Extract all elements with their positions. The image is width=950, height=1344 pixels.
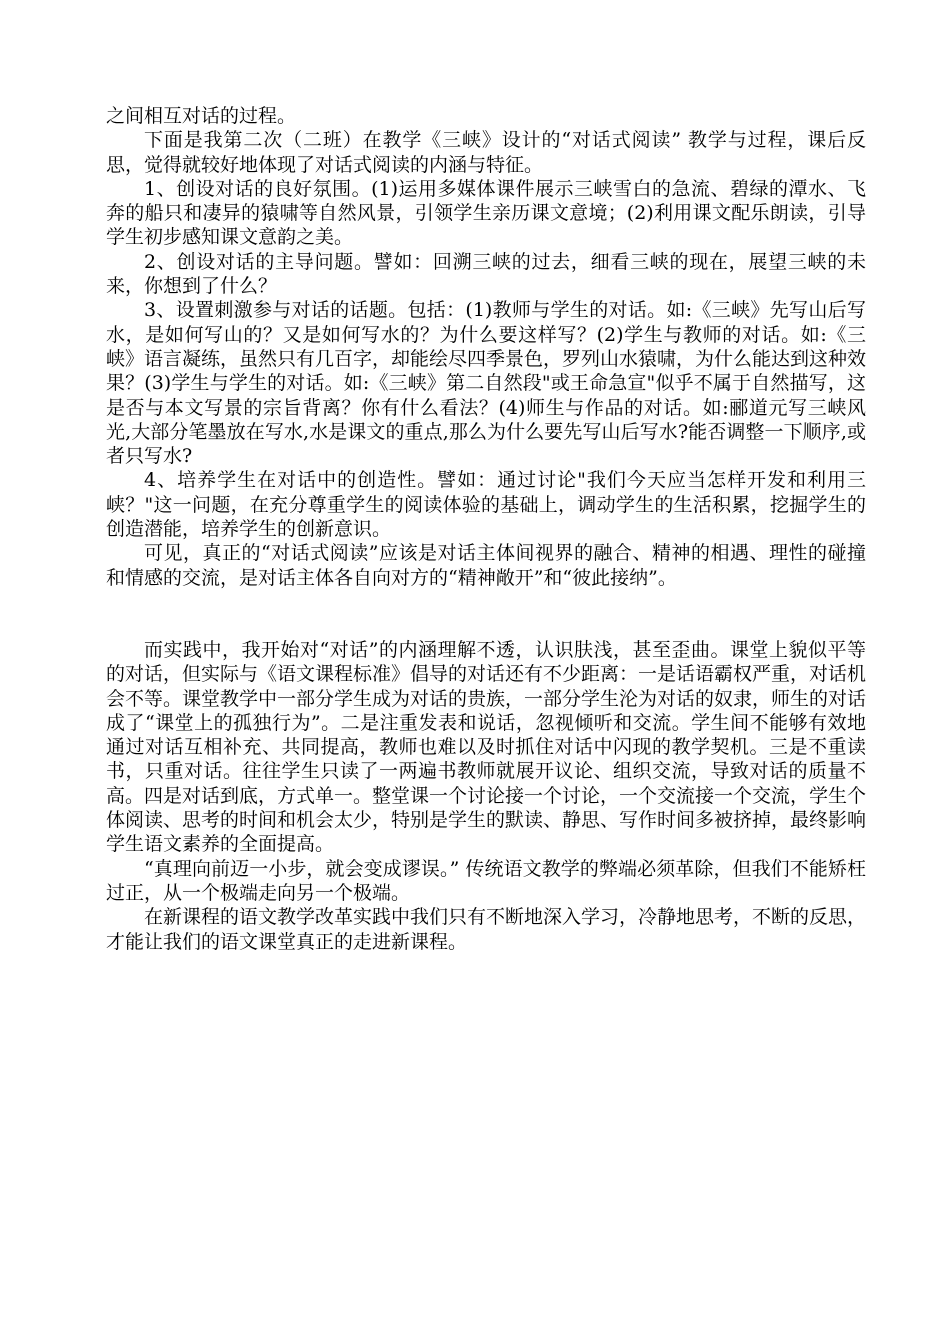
paragraph-closing: 在新课程的语文教学改革实践中我们只有不断地深入学习，冷静地思考，不断的反思，才能让我们的语文课堂真正的走进新课程。 (106, 906, 867, 953)
paragraph-step-1: 1、创设对话的良好氛围。(1)运用多媒体课件展示三峡雪白的急流、碧绿的潭水、飞奔的船只和凄异的猿啸等自然风景，引领学生亲历课文意境；(2)利用课文配乐朗读，引导学生初步感知课文意韵之美。 (106, 177, 866, 249)
paragraph-step-3: 3、设置刺激参与对话的话题。包括：(1)教师与学生的对话。如:《三峡》先写山后写水，是如何写山的？又是如何写水的？为什么要这样写？(2)学生与教师的对话。如:《三峡》语言凝练，虽然只有几百字，却能绘尽四季景色，罗列山水猿啸，为什么能达到这种效果？(3)学生与学生的对话。如:《三峡》第二自然段"或王命急宣"似乎不属于自然描写，这是否与本文写景的宗旨背离？你有什么看法？(4)师生与作品的对话。如:郦道元写三峡风光,大部分笔墨放在写水,水是课文的重点,那么为什么要先写山后写水?能否调整一下顺序,或者只写水? (106, 299, 867, 468)
paragraph-step-2: 2、创设对话的主导问题。譬如：回溯三峡的过去，细看三峡的现在，展望三峡的未来，你想到了什么？ (106, 250, 866, 298)
section-gap (106, 590, 866, 638)
document-page (106, 104, 866, 954)
paragraph-intro: 下面是我第二次（二班）在教学《三峡》设计的“对话式阅读” 教学与过程，课后反思，觉得就较好地体现了对话式阅读的内涵与特征。 (106, 129, 866, 176)
paragraph-continuation: 之间相互对话的过程。 (106, 105, 297, 127)
paragraph-conclusion: 可见，真正的“对话式阅读”应该是对话主体间视界的融合、精神的相遇、理性的碰撞和情感的交流，是对话主体各自向对方的“精神敞开”和“彼此接纳”。 (106, 542, 866, 589)
paragraph-practice-problems: 而实践中，我开始对“对话”的内涵理解不透，认识肤浅，甚至歪曲。课堂上貌似平等的对话，但实际与《语文课程标准》倡导的对话还有不少距离：一是话语霸权严重，对话机会不等。课堂教学中一部分学生成为对话的贵族，一部分学生沦为对话的奴隶，师生的对话成了“课堂上的孤独行为”。二是注重发表和说话，忽视倾听和交流。学生间不能够有效地通过对话互相补充、共同提高，教师也难以及时抓住对话中闪现的教学契机。三是不重读书，只重对话。往往学生只读了一两遍书教师就展开议论、组织交流，导致对话的质量不高。四是对话到底，方式单一。整堂课一个讨论接一个讨论，一个交流接一个交流，学生个体阅读、思考的时间和机会太少，特别是学生的默读、静思、写作时间多被挤掉，最终影响学生语文素养的全面提高。 (106, 638, 867, 856)
paragraph-step-4: 4、培养学生在对话中的创造性。譬如：通过讨论"我们今天应当怎样开发和利用三峡？"这一问题，在充分尊重学生的阅读体验的基础上，调动学生的生活积累，挖掘学生的创造潜能，培养学生的创新意识。 (106, 469, 866, 541)
paragraph-quote: “真理向前迈一小步，就会变成谬误。” 传统语文教学的弊端必须革除，但我们不能矫枉过正，从一个极端走向另一个极端。 (106, 857, 866, 904)
